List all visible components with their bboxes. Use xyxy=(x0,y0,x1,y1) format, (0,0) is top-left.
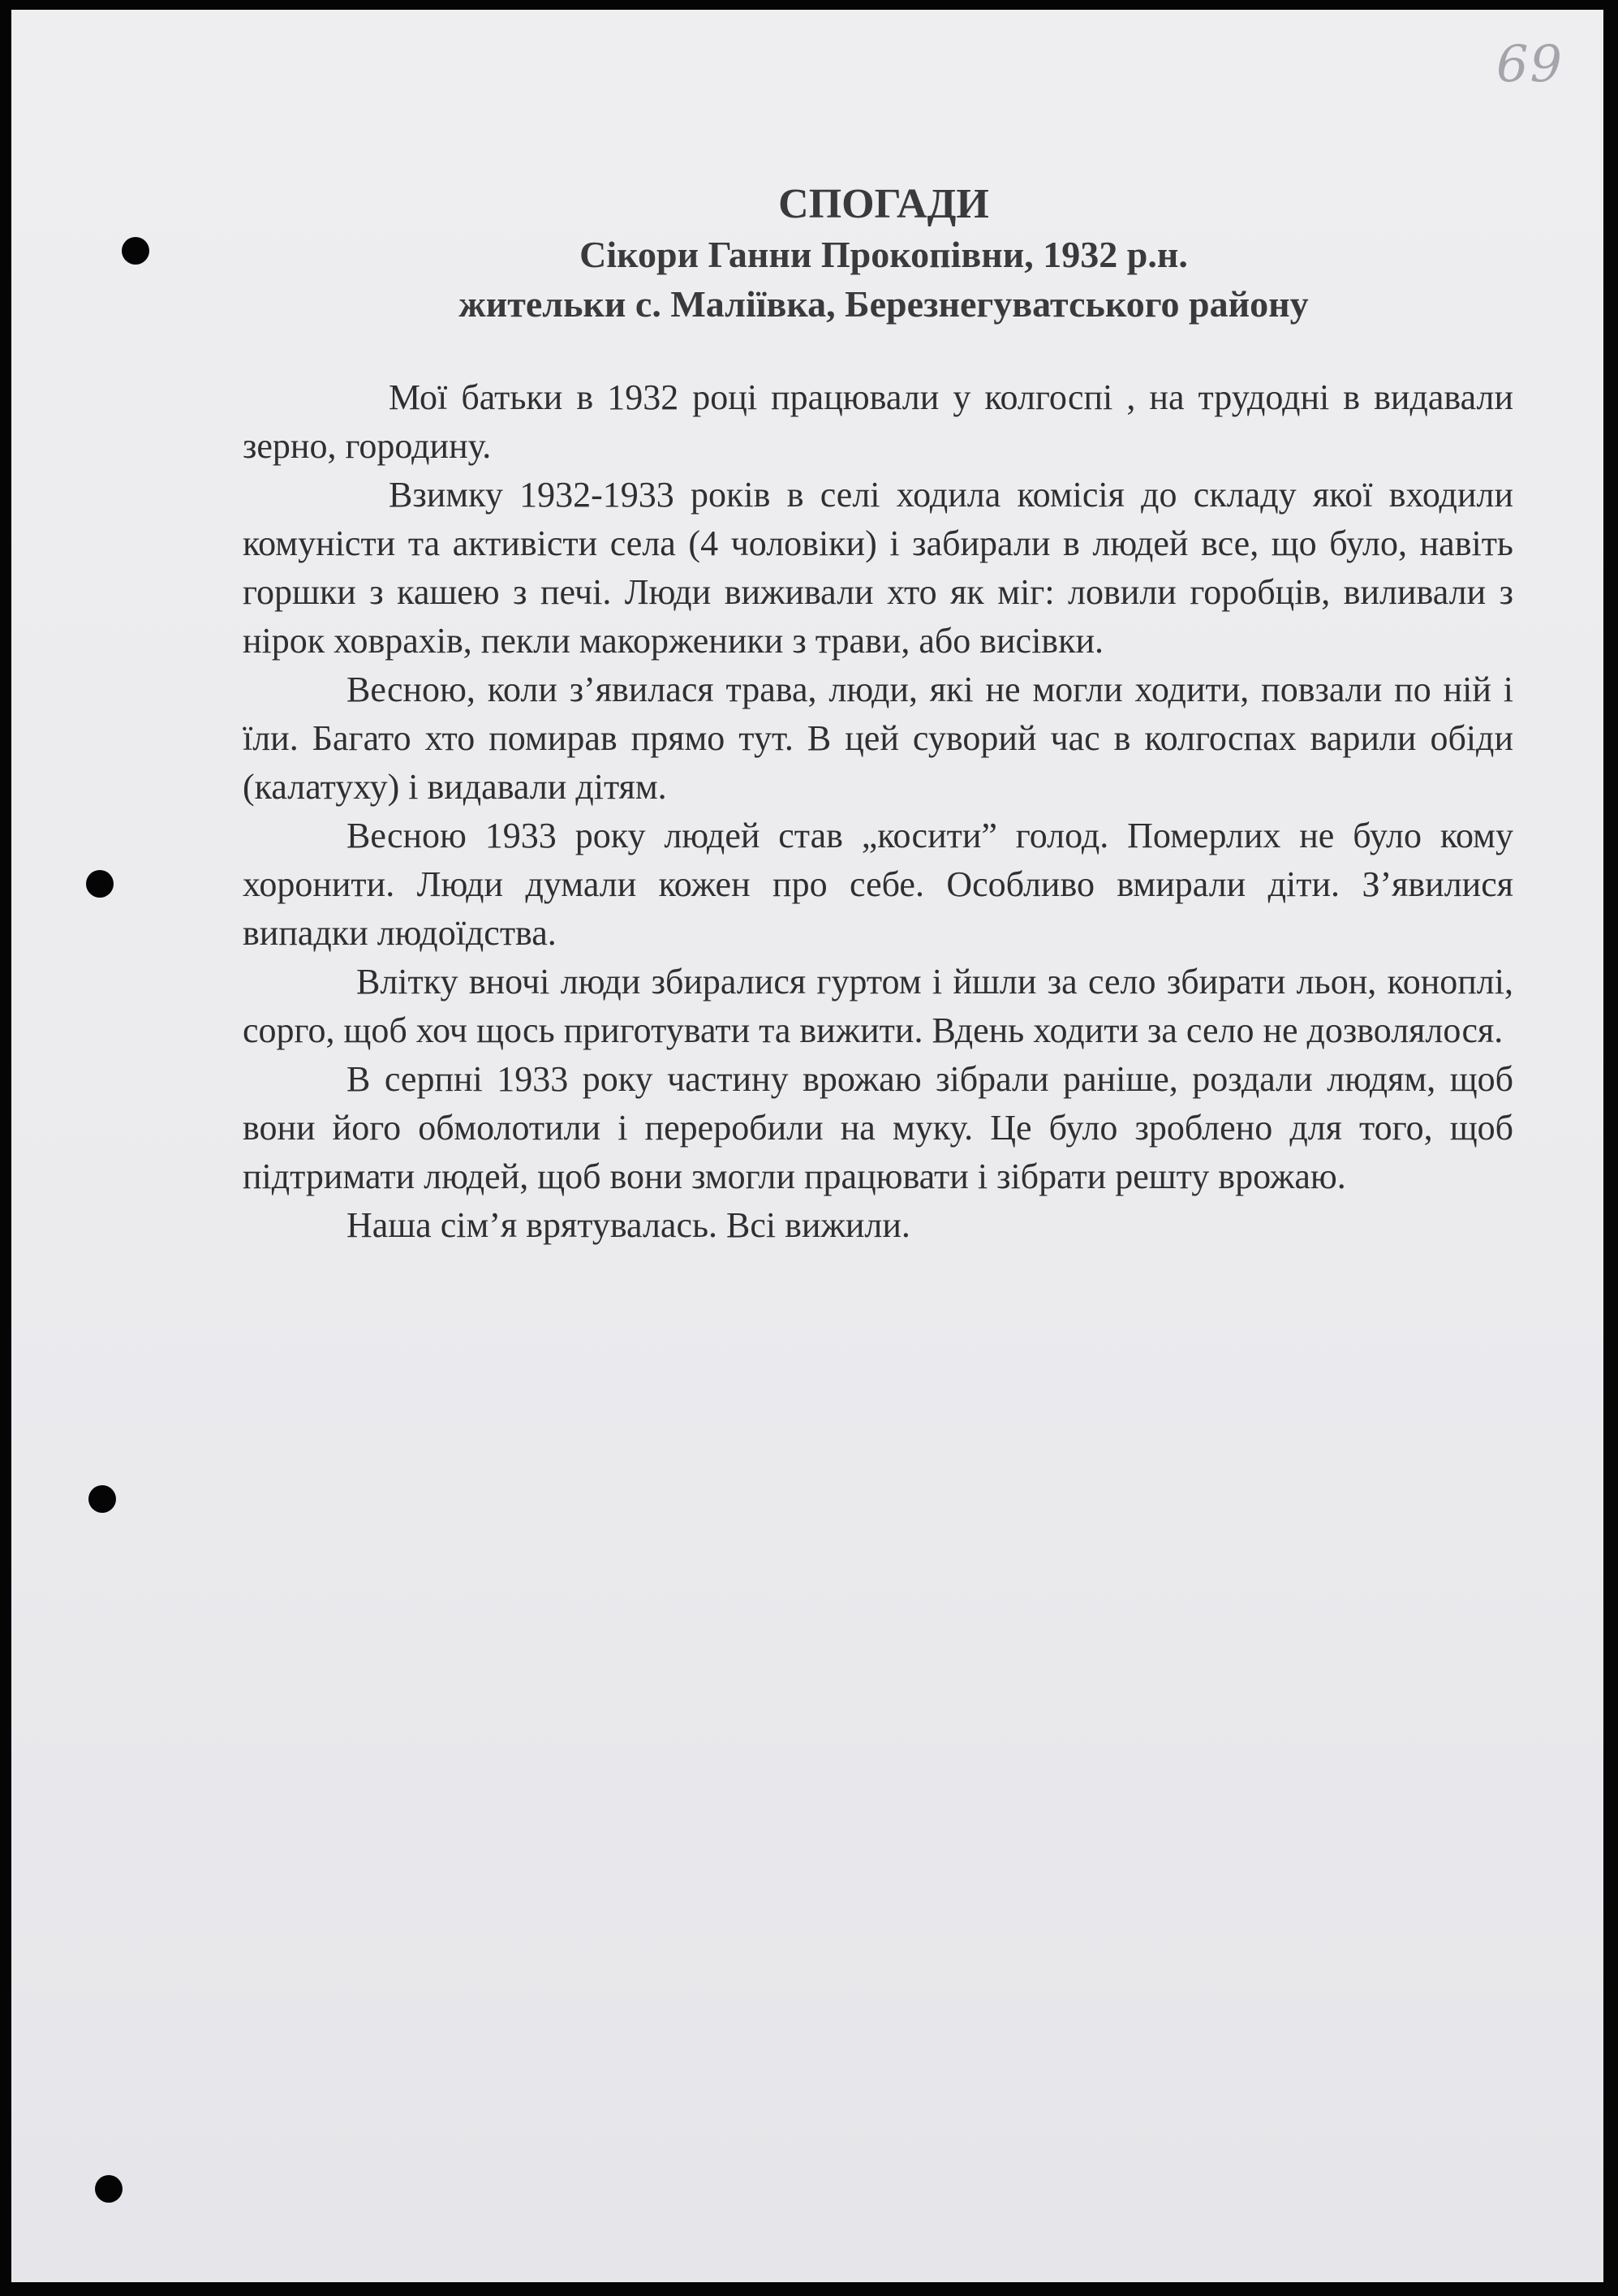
paragraph: Весною, коли з’явилася трава, люди, які не могли ходити, повзали по ній і їли. Багато хто помирав прямо тут. В цей суворий час в колгоспах варили обіди (калатуху) і видавали дітям. xyxy=(243,670,1513,807)
document-subtitle: Сікори Ганни Прокопівни, 1932 р.н. xyxy=(579,234,1188,275)
document-body xyxy=(243,373,1513,1250)
document-title: СПОГАДИ xyxy=(778,181,989,227)
paragraph: Взимку 1932-1933 років в селі ходила комісія до складу якої входили комуністи та активісти села (4 чоловіки) і забирали в людей все, що було, навіть горшки з кашею з печі. Люди виживали хто як міг: ловили горобців, виливали з нірок ховрахів, пекли макорженики з трави, або висівки. xyxy=(243,475,1513,661)
page-number: 69 xyxy=(1496,34,1564,93)
document-location: жительки с. Маліївка, Березнегуватського району xyxy=(458,283,1309,325)
punch-hole xyxy=(95,2175,123,2203)
paragraph: Наша сім’я врятувалась. Всі вижили. xyxy=(346,1205,910,1245)
paragraph: Весною 1933 року людей став „косити” голод. Померлих не було кому хоронити. Люди думали кожен про себе. Особливо вмирали діти. З’явилися випадки людоїдства. xyxy=(243,816,1513,953)
document-page xyxy=(11,10,1603,2282)
paragraph: Влітку вночі люди збиралися гуртом і йшли за село збирати льон, коноплі, сорго, щоб хоч щось приготувати та вижити. Вдень ходити за село не дозволялося. xyxy=(243,962,1513,1050)
punch-hole xyxy=(86,870,114,898)
punch-hole xyxy=(88,1485,116,1513)
paragraph: Мої батьки в 1932 році працювали у колгоспі , на трудодні в видавали зерно, городину. xyxy=(243,377,1513,466)
paragraph: В серпні 1933 року частину врожаю зібрали раніше, роздали людям, щоб вони його обмолотили і переробили на муку. Це було зроблено для того, щоб підтримати людей, щоб вони змогли працювати і зібрати решту врожаю. xyxy=(243,1059,1513,1196)
